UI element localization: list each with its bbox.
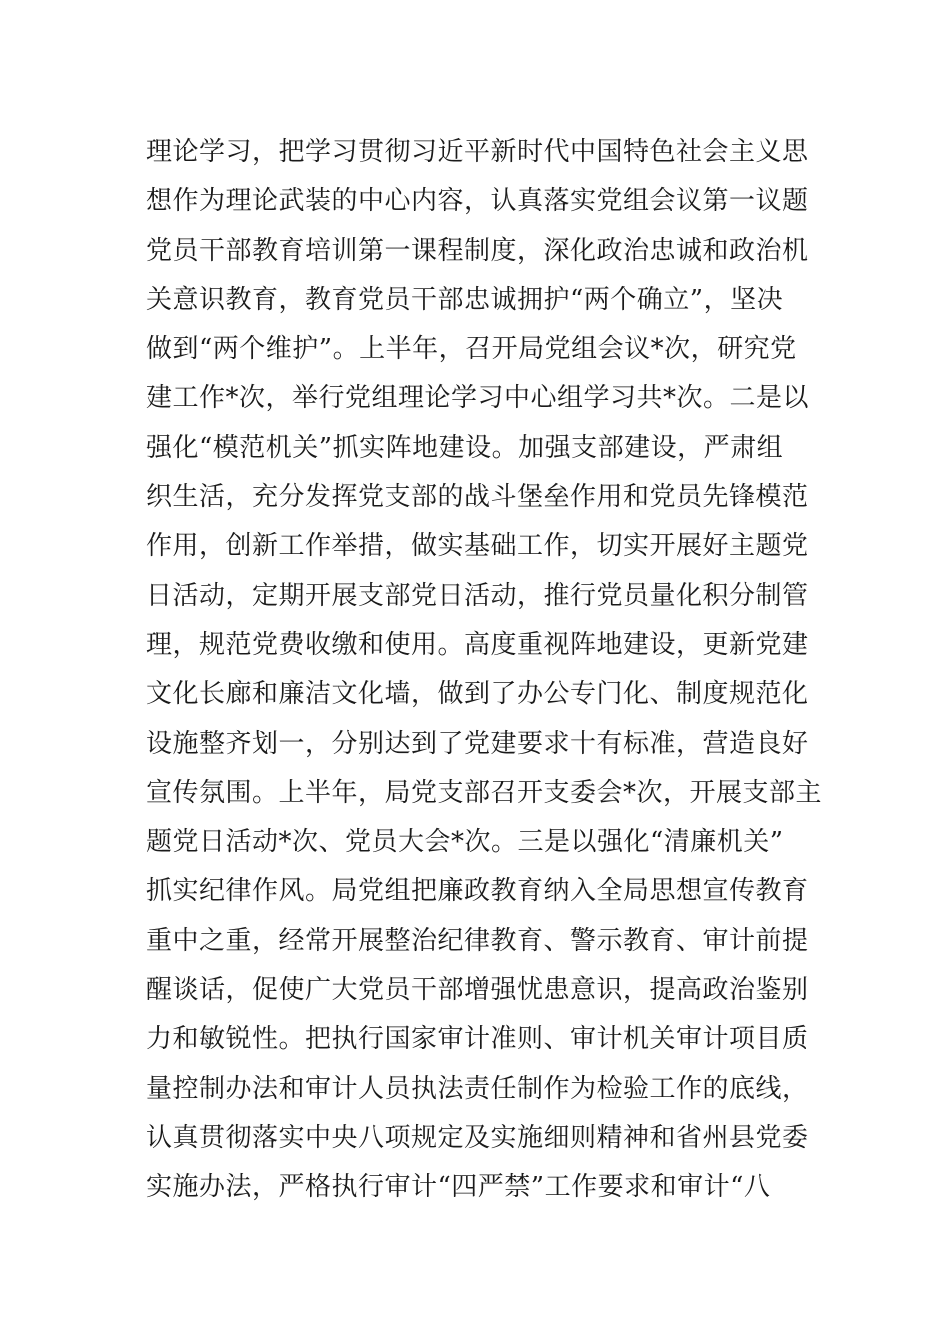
text-line: 强化“模范机关”抓实阵地建设。加强支部建设，严肃组 xyxy=(146,432,784,463)
text-line: 力和敏锐性。把执行国家审计准则、审计机关审计项目质 xyxy=(146,1024,809,1055)
text-line: 理论学习，把学习贯彻习近平新时代中国特色社会主义思 xyxy=(146,137,809,167)
text-line: 关意识教育，教育党员干部忠诚拥护“两个确立”，坚决 xyxy=(146,284,784,315)
text-line: 理，规范党费收缴和使用。高度重视阵地建设，更新党建 xyxy=(146,629,809,660)
text-line: 日活动，定期开展支部党日活动，推行党员量化积分制管 xyxy=(146,580,809,611)
text-line: 建工作*次，举行党组理论学习中心组学习共*次。二是以 xyxy=(146,383,810,414)
text-line: 认真贯彻落实中央八项规定及实施细则精神和省州县党委 xyxy=(146,1122,809,1153)
body-text xyxy=(146,128,823,1213)
text-line: 织生活，充分发挥党支部的战斗堡垒作用和党员先锋模范 xyxy=(146,482,809,513)
text-line: 题党日活动*次、党员大会*次。三是以强化“清廉机关” xyxy=(146,827,784,858)
text-line: 设施整齐划一，分别达到了党建要求十有标准，营造良好 xyxy=(146,728,809,759)
text-line: 醒谈话，促使广大党员干部增强忧患意识，提高政治鉴别 xyxy=(146,975,809,1006)
text-line: 想作为理论武装的中心内容，认真落实党组会议第一议题 xyxy=(146,186,809,217)
text-line: 实施办法，严格执行审计“四严禁”工作要求和审计“八 xyxy=(146,1172,771,1203)
text-line: 量控制办法和审计人员执法责任制作为检验工作的底线， xyxy=(146,1073,809,1104)
text-line: 做到“两个维护”。上半年，召开局党组会议*次，研究党 xyxy=(146,334,797,365)
text-line: 作用，创新工作举措，做实基础工作，切实开展好主题党 xyxy=(146,531,809,562)
text-line: 文化长廊和廉洁文化墙，做到了办公专门化、制度规范化 xyxy=(146,679,809,710)
text-line: 抓实纪律作风。局党组把廉政教育纳入全局思想宣传教育 xyxy=(146,876,809,907)
text-line: 党员干部教育培训第一课程制度，深化政治忠诚和政治机 xyxy=(146,235,809,266)
text-line: 宣传氛围。上半年，局党支部召开支委会*次，开展支部主 xyxy=(146,777,823,808)
text-line: 重中之重，经常开展整治纪律教育、警示教育、审计前提 xyxy=(146,925,809,956)
